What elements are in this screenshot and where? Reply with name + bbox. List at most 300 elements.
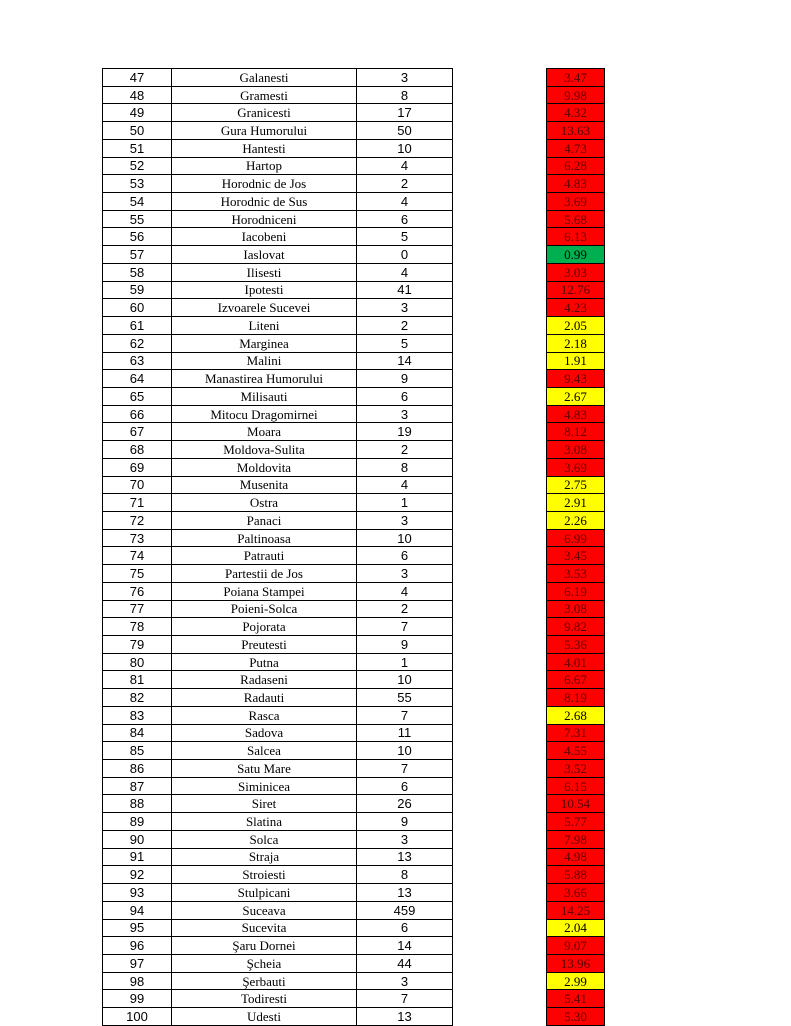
case-count-cell: 3 <box>357 830 453 848</box>
rate-cell: 2.75 <box>547 476 605 494</box>
table-row <box>103 1008 605 1026</box>
row-number-cell: 75 <box>103 565 172 583</box>
table-row <box>103 139 605 157</box>
row-number-cell: 67 <box>103 423 172 441</box>
column-gap <box>453 830 547 848</box>
locality-name-cell: Solca <box>172 830 357 848</box>
column-gap <box>453 689 547 707</box>
rate-cell: 2.04 <box>547 919 605 937</box>
case-count-cell: 0 <box>357 246 453 264</box>
locality-name-cell: Salcea <box>172 742 357 760</box>
column-gap <box>453 919 547 937</box>
table-row <box>103 565 605 583</box>
table-row <box>103 86 605 104</box>
case-count-cell: 6 <box>357 210 453 228</box>
row-number-cell: 91 <box>103 848 172 866</box>
table-row <box>103 352 605 370</box>
column-gap <box>453 157 547 175</box>
table-row <box>103 582 605 600</box>
locality-name-cell: Stroiesti <box>172 866 357 884</box>
locality-name-cell: Malini <box>172 352 357 370</box>
locality-name-cell: Slatina <box>172 813 357 831</box>
row-number-cell: 92 <box>103 866 172 884</box>
column-gap <box>453 476 547 494</box>
column-gap <box>453 139 547 157</box>
locality-name-cell: Hantesti <box>172 139 357 157</box>
column-gap <box>453 937 547 955</box>
table-row <box>103 830 605 848</box>
locality-name-cell: Sadova <box>172 724 357 742</box>
table-row <box>103 405 605 423</box>
row-number-cell: 89 <box>103 813 172 831</box>
column-gap <box>453 69 547 87</box>
row-number-cell: 93 <box>103 884 172 902</box>
case-count-cell: 19 <box>357 423 453 441</box>
table-row <box>103 600 605 618</box>
case-count-cell: 50 <box>357 122 453 140</box>
locality-name-cell: Moldovita <box>172 458 357 476</box>
case-count-cell: 7 <box>357 706 453 724</box>
rate-cell: 3.66 <box>547 884 605 902</box>
locality-name-cell: Horodnic de Jos <box>172 175 357 193</box>
case-count-cell: 7 <box>357 618 453 636</box>
case-count-cell: 5 <box>357 334 453 352</box>
case-count-cell: 17 <box>357 104 453 122</box>
column-gap <box>453 122 547 140</box>
table-row <box>103 866 605 884</box>
locality-name-cell: Preutesti <box>172 636 357 654</box>
table-row <box>103 919 605 937</box>
rate-cell: 6.28 <box>547 157 605 175</box>
column-gap <box>453 317 547 335</box>
case-count-cell: 4 <box>357 263 453 281</box>
table-row <box>103 104 605 122</box>
locality-name-cell: Musenita <box>172 476 357 494</box>
row-number-cell: 62 <box>103 334 172 352</box>
row-number-cell: 85 <box>103 742 172 760</box>
row-number-cell: 72 <box>103 511 172 529</box>
case-count-cell: 8 <box>357 458 453 476</box>
row-number-cell: 55 <box>103 210 172 228</box>
table-row <box>103 547 605 565</box>
locality-name-cell: Mitocu Dragomirnei <box>172 405 357 423</box>
table-row <box>103 954 605 972</box>
column-gap <box>453 990 547 1008</box>
row-number-cell: 77 <box>103 600 172 618</box>
rate-cell: 4.83 <box>547 175 605 193</box>
case-count-cell: 10 <box>357 671 453 689</box>
row-number-cell: 71 <box>103 494 172 512</box>
row-number-cell: 65 <box>103 387 172 405</box>
column-gap <box>453 706 547 724</box>
locality-name-cell: Patrauti <box>172 547 357 565</box>
case-count-cell: 10 <box>357 139 453 157</box>
locality-name-cell: Radaseni <box>172 671 357 689</box>
rate-cell: 8.19 <box>547 689 605 707</box>
table-row <box>103 423 605 441</box>
column-gap <box>453 104 547 122</box>
case-count-cell: 459 <box>357 901 453 919</box>
table-row <box>103 706 605 724</box>
column-gap <box>453 352 547 370</box>
table-row <box>103 299 605 317</box>
rate-cell: 2.05 <box>547 317 605 335</box>
rate-cell: 5.36 <box>547 636 605 654</box>
table-body <box>103 69 605 1026</box>
locality-name-cell: Stulpicani <box>172 884 357 902</box>
locality-name-cell: Horodniceni <box>172 210 357 228</box>
row-number-cell: 50 <box>103 122 172 140</box>
locality-name-cell: Iaslovat <box>172 246 357 264</box>
case-count-cell: 7 <box>357 760 453 778</box>
row-number-cell: 79 <box>103 636 172 654</box>
column-gap <box>453 370 547 388</box>
locality-name-cell: Rasca <box>172 706 357 724</box>
table-row <box>103 370 605 388</box>
rate-cell: 6.19 <box>547 582 605 600</box>
row-number-cell: 97 <box>103 954 172 972</box>
row-number-cell: 83 <box>103 706 172 724</box>
case-count-cell: 2 <box>357 175 453 193</box>
locality-name-cell: Granicesti <box>172 104 357 122</box>
row-number-cell: 54 <box>103 193 172 211</box>
rate-cell: 3.69 <box>547 193 605 211</box>
case-count-cell: 1 <box>357 653 453 671</box>
case-count-cell: 26 <box>357 795 453 813</box>
column-gap <box>453 848 547 866</box>
column-gap <box>453 760 547 778</box>
rate-cell: 7.98 <box>547 830 605 848</box>
row-number-cell: 81 <box>103 671 172 689</box>
rate-cell: 6.15 <box>547 777 605 795</box>
locality-name-cell: Siret <box>172 795 357 813</box>
row-number-cell: 70 <box>103 476 172 494</box>
table-row <box>103 689 605 707</box>
rate-cell: 3.08 <box>547 441 605 459</box>
column-gap <box>453 210 547 228</box>
locality-name-cell: Horodnic de Sus <box>172 193 357 211</box>
rate-cell: 1.91 <box>547 352 605 370</box>
table-row <box>103 724 605 742</box>
row-number-cell: 49 <box>103 104 172 122</box>
case-count-cell: 3 <box>357 565 453 583</box>
column-gap <box>453 458 547 476</box>
locality-name-cell: Udesti <box>172 1008 357 1026</box>
rate-cell: 4.83 <box>547 405 605 423</box>
column-gap <box>453 494 547 512</box>
locality-name-cell: Marginea <box>172 334 357 352</box>
table-row <box>103 813 605 831</box>
case-count-cell: 11 <box>357 724 453 742</box>
table-row <box>103 671 605 689</box>
case-count-cell: 6 <box>357 919 453 937</box>
locality-name-cell: Gura Humorului <box>172 122 357 140</box>
table-row <box>103 636 605 654</box>
locality-name-cell: Şaru Dornei <box>172 937 357 955</box>
locality-name-cell: Panaci <box>172 511 357 529</box>
locality-name-cell: Poiana Stampei <box>172 582 357 600</box>
locality-name-cell: Partestii de Jos <box>172 565 357 583</box>
locality-name-cell: Izvoarele Sucevei <box>172 299 357 317</box>
rate-cell: 3.45 <box>547 547 605 565</box>
rate-cell: 4.55 <box>547 742 605 760</box>
row-number-cell: 57 <box>103 246 172 264</box>
column-gap <box>453 636 547 654</box>
column-gap <box>453 387 547 405</box>
rate-cell: 5.77 <box>547 813 605 831</box>
row-number-cell: 86 <box>103 760 172 778</box>
table-row <box>103 334 605 352</box>
row-number-cell: 59 <box>103 281 172 299</box>
locality-name-cell: Straja <box>172 848 357 866</box>
case-count-cell: 4 <box>357 476 453 494</box>
locality-name-cell: Ipotesti <box>172 281 357 299</box>
column-gap <box>453 263 547 281</box>
row-number-cell: 48 <box>103 86 172 104</box>
case-count-cell: 3 <box>357 299 453 317</box>
table-row <box>103 618 605 636</box>
row-number-cell: 69 <box>103 458 172 476</box>
row-number-cell: 66 <box>103 405 172 423</box>
row-number-cell: 80 <box>103 653 172 671</box>
column-gap <box>453 299 547 317</box>
table-row <box>103 157 605 175</box>
row-number-cell: 47 <box>103 69 172 87</box>
column-gap <box>453 724 547 742</box>
column-gap <box>453 529 547 547</box>
rate-cell: 4.73 <box>547 139 605 157</box>
case-count-cell: 4 <box>357 582 453 600</box>
case-count-cell: 7 <box>357 990 453 1008</box>
table-row <box>103 742 605 760</box>
rate-cell: 3.47 <box>547 69 605 87</box>
locality-name-cell: Ostra <box>172 494 357 512</box>
table-row <box>103 246 605 264</box>
locality-name-cell: Moldova-Sulita <box>172 441 357 459</box>
table-row <box>103 387 605 405</box>
column-gap <box>453 795 547 813</box>
column-gap <box>453 193 547 211</box>
rate-cell: 12.76 <box>547 281 605 299</box>
table-row <box>103 175 605 193</box>
table-row <box>103 511 605 529</box>
column-gap <box>453 954 547 972</box>
row-number-cell: 56 <box>103 228 172 246</box>
case-count-cell: 9 <box>357 370 453 388</box>
column-gap <box>453 742 547 760</box>
rate-cell: 4.32 <box>547 104 605 122</box>
locality-name-cell: Sucevita <box>172 919 357 937</box>
rate-cell: 3.52 <box>547 760 605 778</box>
row-number-cell: 63 <box>103 352 172 370</box>
rate-cell: 2.91 <box>547 494 605 512</box>
rate-cell: 5.30 <box>547 1008 605 1026</box>
locality-name-cell: Manastirea Humorului <box>172 370 357 388</box>
table-row <box>103 848 605 866</box>
column-gap <box>453 228 547 246</box>
row-number-cell: 100 <box>103 1008 172 1026</box>
column-gap <box>453 671 547 689</box>
column-gap <box>453 86 547 104</box>
rate-cell: 6.99 <box>547 529 605 547</box>
column-gap <box>453 1008 547 1026</box>
case-count-cell: 14 <box>357 352 453 370</box>
row-number-cell: 52 <box>103 157 172 175</box>
column-gap <box>453 901 547 919</box>
row-number-cell: 76 <box>103 582 172 600</box>
rate-cell: 5.68 <box>547 210 605 228</box>
row-number-cell: 90 <box>103 830 172 848</box>
rate-cell: 3.53 <box>547 565 605 583</box>
row-number-cell: 58 <box>103 263 172 281</box>
rate-cell: 9.07 <box>547 937 605 955</box>
case-count-cell: 9 <box>357 636 453 654</box>
case-count-cell: 2 <box>357 441 453 459</box>
rate-cell: 5.41 <box>547 990 605 1008</box>
locality-name-cell: Moara <box>172 423 357 441</box>
rate-cell: 0.99 <box>547 246 605 264</box>
row-number-cell: 94 <box>103 901 172 919</box>
row-number-cell: 60 <box>103 299 172 317</box>
table-row <box>103 529 605 547</box>
rate-cell: 14.25 <box>547 901 605 919</box>
column-gap <box>453 334 547 352</box>
table-row <box>103 281 605 299</box>
rate-cell: 13.63 <box>547 122 605 140</box>
case-count-cell: 10 <box>357 742 453 760</box>
column-gap <box>453 653 547 671</box>
case-count-cell: 8 <box>357 866 453 884</box>
row-number-cell: 61 <box>103 317 172 335</box>
column-gap <box>453 405 547 423</box>
case-count-cell: 3 <box>357 972 453 990</box>
row-number-cell: 87 <box>103 777 172 795</box>
case-count-cell: 4 <box>357 193 453 211</box>
rate-cell: 2.18 <box>547 334 605 352</box>
rate-cell: 3.08 <box>547 600 605 618</box>
locality-name-cell: Radauti <box>172 689 357 707</box>
table-row <box>103 777 605 795</box>
rate-cell: 6.13 <box>547 228 605 246</box>
column-gap <box>453 866 547 884</box>
locality-name-cell: Milisauti <box>172 387 357 405</box>
table-row <box>103 795 605 813</box>
table-row <box>103 441 605 459</box>
locality-name-cell: Satu Mare <box>172 760 357 778</box>
locality-name-cell: Siminicea <box>172 777 357 795</box>
column-gap <box>453 618 547 636</box>
locality-name-cell: Poieni-Solca <box>172 600 357 618</box>
table-row <box>103 228 605 246</box>
rate-cell: 2.99 <box>547 972 605 990</box>
row-number-cell: 96 <box>103 937 172 955</box>
case-count-cell: 3 <box>357 69 453 87</box>
rate-cell: 3.69 <box>547 458 605 476</box>
locality-name-cell: Putna <box>172 653 357 671</box>
case-count-cell: 8 <box>357 86 453 104</box>
rate-cell: 4.01 <box>547 653 605 671</box>
case-count-cell: 9 <box>357 813 453 831</box>
case-count-cell: 13 <box>357 848 453 866</box>
case-count-cell: 5 <box>357 228 453 246</box>
locality-name-cell: Şcheia <box>172 954 357 972</box>
table-row <box>103 476 605 494</box>
row-number-cell: 78 <box>103 618 172 636</box>
column-gap <box>453 547 547 565</box>
row-number-cell: 51 <box>103 139 172 157</box>
locality-name-cell: Todiresti <box>172 990 357 1008</box>
locality-name-cell: Hartop <box>172 157 357 175</box>
rate-cell: 8.12 <box>547 423 605 441</box>
locality-name-cell: Şerbauti <box>172 972 357 990</box>
row-number-cell: 68 <box>103 441 172 459</box>
table-row <box>103 901 605 919</box>
table-row <box>103 990 605 1008</box>
column-gap <box>453 884 547 902</box>
row-number-cell: 95 <box>103 919 172 937</box>
column-gap <box>453 423 547 441</box>
row-number-cell: 98 <box>103 972 172 990</box>
table-row <box>103 972 605 990</box>
locality-name-cell: Ilisesti <box>172 263 357 281</box>
locality-name-cell: Suceava <box>172 901 357 919</box>
row-number-cell: 99 <box>103 990 172 1008</box>
column-gap <box>453 511 547 529</box>
rate-cell: 2.26 <box>547 511 605 529</box>
column-gap <box>453 600 547 618</box>
rate-cell: 3.03 <box>547 263 605 281</box>
rate-cell: 9.82 <box>547 618 605 636</box>
table-row <box>103 494 605 512</box>
column-gap <box>453 813 547 831</box>
table-row <box>103 263 605 281</box>
case-count-cell: 3 <box>357 511 453 529</box>
case-count-cell: 1 <box>357 494 453 512</box>
table-row <box>103 122 605 140</box>
case-count-cell: 6 <box>357 777 453 795</box>
locality-name-cell: Paltinoasa <box>172 529 357 547</box>
column-gap <box>453 175 547 193</box>
table-row <box>103 317 605 335</box>
column-gap <box>453 441 547 459</box>
table-row <box>103 653 605 671</box>
row-number-cell: 84 <box>103 724 172 742</box>
column-gap <box>453 565 547 583</box>
case-count-cell: 6 <box>357 387 453 405</box>
column-gap <box>453 246 547 264</box>
table-row <box>103 760 605 778</box>
case-count-cell: 2 <box>357 600 453 618</box>
case-count-cell: 14 <box>357 937 453 955</box>
locality-name-cell: Gramesti <box>172 86 357 104</box>
rate-cell: 9.98 <box>547 86 605 104</box>
row-number-cell: 73 <box>103 529 172 547</box>
row-number-cell: 82 <box>103 689 172 707</box>
case-count-cell: 13 <box>357 1008 453 1026</box>
column-gap <box>453 972 547 990</box>
case-count-cell: 2 <box>357 317 453 335</box>
row-number-cell: 88 <box>103 795 172 813</box>
column-gap <box>453 777 547 795</box>
locality-name-cell: Liteni <box>172 317 357 335</box>
row-number-cell: 64 <box>103 370 172 388</box>
locality-name-cell: Pojorata <box>172 618 357 636</box>
rate-cell: 4.98 <box>547 848 605 866</box>
case-count-cell: 6 <box>357 547 453 565</box>
rate-cell: 6.67 <box>547 671 605 689</box>
case-count-cell: 4 <box>357 157 453 175</box>
rate-cell: 7.31 <box>547 724 605 742</box>
